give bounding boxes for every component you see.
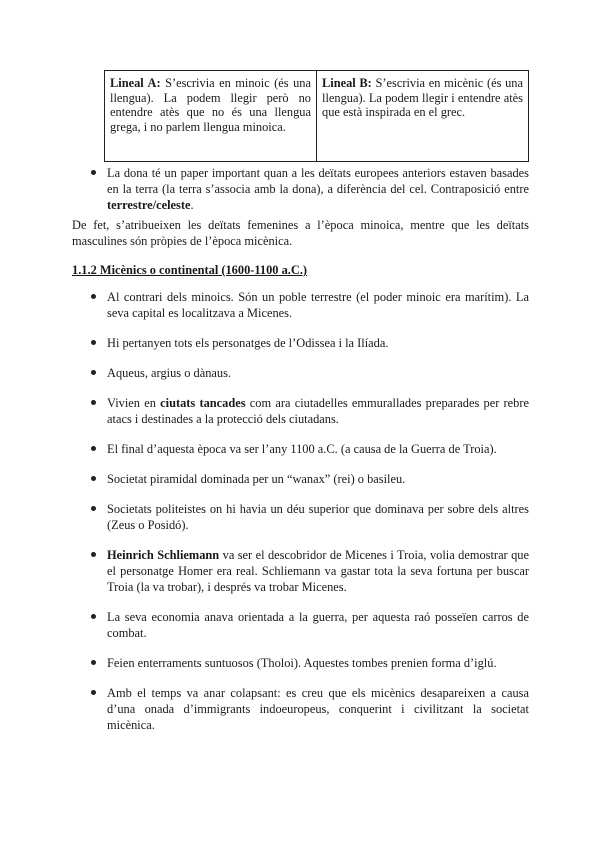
list-item: La dona té un paper important quan a les deïtats europees anteriors estaven basades en la terra (la terra s’associa amb la dona), a diferència del cel. Contraposició entre terrestre/celeste. xyxy=(91,165,529,213)
lineal-b-title: Lineal B: xyxy=(322,76,372,90)
lineal-a-text: S’escrivia en minoic (és una llengua). La podem llegir però no entendre atès que no és una llengua grega, i no parlem llengua minoica. xyxy=(110,76,311,134)
body-paragraph: De fet, s’atribueixen les deïtats femenines a l’època minoica, mentre que les deïtats masculines són pròpies de l’època micènica. xyxy=(72,218,529,248)
list-item: El final d’aquesta època va ser l’any 1100 a.C. (a causa de la Guerra de Troia). xyxy=(91,441,529,457)
lineal-table xyxy=(104,70,529,162)
bold-term: ciutats tancades xyxy=(160,396,246,410)
bold-term: Heinrich Schliemann xyxy=(107,548,220,562)
lineal-b-text: S’escrivia en micènic (és una llengua). La podem llegir i entendre atès que està inspirada en el grec. xyxy=(322,76,523,120)
list-item: Al contrari dels minoics. Són un poble terrestre (el poder minoic era marítim). La seva capital es localitzava a Micenes. xyxy=(91,289,529,321)
list-item: Societat piramidal dominada per un “wanax” (rei) o basileu. xyxy=(91,471,529,487)
table-row xyxy=(105,71,529,162)
list-item: Societats politeistes on hi havia un déu superior que dominava per sobre dels altres (Zeus o Posidó). xyxy=(91,501,529,533)
list-item: Hi pertanyen tots els personatges de l’Odissea i la Ilíada. xyxy=(91,335,529,351)
bullet-list-micenics xyxy=(91,289,529,747)
section-heading: 1.1.2 Micènics o continental (1600-1100 a.C.) xyxy=(72,263,308,277)
list-item: La seva economia anava orientada a la guerra, per aquesta raó posseïen carros de combat. xyxy=(91,609,529,641)
list-item: Amb el temps va anar colapsant: es creu que els micènics desapareixen a causa d’una onada d’immigrants indoeuropeus, conquerint i civilitzant la societat micènica. xyxy=(91,685,529,733)
list-item: Aqueus, argius o dànaus. xyxy=(91,365,529,381)
lineal-b-cell xyxy=(317,71,529,162)
lineal-a-title: Lineal A: xyxy=(110,76,161,90)
lineal-a-cell xyxy=(105,71,317,162)
list-item: Feien enterraments suntuosos (Tholoi). Aquestes tombes prenien forma d’iglú. xyxy=(91,655,529,671)
bullet-list-top xyxy=(91,165,529,213)
bold-term: terrestre/celeste xyxy=(107,198,191,212)
list-item: Vivien en ciutats tancades com ara ciutadelles emmurallades preparades per rebre atacs i destinades a la protecció dels ciutadans. xyxy=(91,395,529,427)
list-item: Heinrich Schliemann va ser el descobridor de Micenes i Troia, volia demostrar que el personatge Homer era real. Schliemann va gastar tota la seva fortuna per buscar Troia (la va trobar), i després va trobar Micenes. xyxy=(91,547,529,595)
